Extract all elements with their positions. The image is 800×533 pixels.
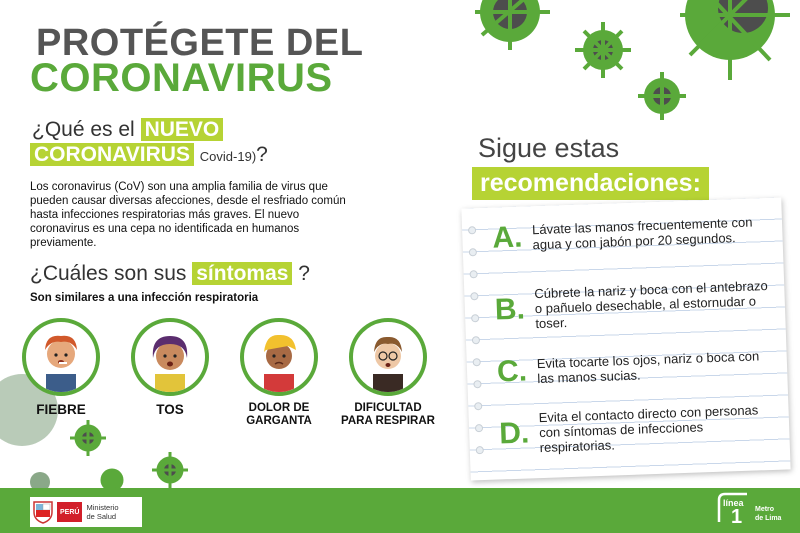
ministerio-line-2: de Salud (86, 512, 117, 521)
symptom-breathing-avatar (349, 318, 427, 396)
question-2-subtitle: Son similares a una infección respiratoria (30, 292, 259, 304)
fever-person-icon (26, 322, 96, 392)
recommendation-b-text: Cúbrete la nariz y boca con el antebrazo o pañuelo desechable, al estornudar o toser. (534, 278, 768, 332)
symptom-sore-throat-line-2: GARGANTA (246, 415, 312, 427)
symptom-fever-label: FIEBRE (36, 402, 86, 417)
title-line-1: PROTÉGETE DEL (36, 22, 364, 64)
de-lima-label: de Lima (755, 515, 782, 522)
recommendations-notepad (461, 197, 790, 480)
question-2 (30, 262, 310, 286)
coronavirus-description: Los coronavirus (CoV) son una amplia familia de virus que pueden causar diversas afecciones, desde el resfriado común hasta infecciones respiratorias más graves. El nuevo coronavirus es una cepa no identificada en humanos previamente. (30, 181, 346, 249)
symptom-sore-throat-avatar (240, 318, 318, 396)
question-1-highlight-2: CORONAVIRUS (30, 143, 194, 166)
symptom-breathing-line-2: PARA RESPIRAR (341, 415, 435, 427)
symptom-sore-throat-label (219, 402, 339, 428)
question-1-mark: ? (256, 143, 268, 166)
recommendation-c (496, 346, 777, 390)
virus-decoration-top-icon (460, 0, 800, 130)
question-1-prefix: ¿Qué es el (32, 118, 135, 141)
question-2-prefix: ¿Cuáles son sus (30, 262, 187, 285)
recommendation-d-letter: D. (498, 415, 530, 450)
breathing-difficulty-person-icon (353, 322, 423, 392)
linea-label: línea (723, 498, 744, 508)
symptom-cough-label: TOS (156, 402, 184, 417)
symptom-breathing-line-1: DIFICULTAD (354, 402, 422, 414)
ministerio-label (82, 503, 118, 521)
recommendation-a-text: Lávate las manos frecuentemente con agua y con jabón por 20 segundos. (531, 214, 753, 253)
question-1-covid: Covid-19) (199, 149, 257, 164)
peru-shield-icon (32, 500, 54, 524)
symptom-cough-avatar (131, 318, 209, 396)
recommendations-heading-highlight: recomendaciones: (472, 167, 709, 200)
ministerio-line-1: Ministerio (86, 503, 119, 512)
question-2-highlight: síntomas (192, 262, 292, 285)
question-1-line-1 (32, 118, 223, 142)
cough-person-icon (135, 322, 205, 392)
metro-label: Metro (755, 506, 775, 513)
title-line-2: CORONAVIRUS (30, 56, 333, 100)
peru-label: PERÚ (57, 502, 82, 522)
recommendation-a-letter: A. (491, 220, 523, 255)
recommendation-c-letter: C. (496, 354, 528, 389)
minsa-logo (30, 497, 142, 527)
symptom-sore-throat-line-1: DOLOR DE (248, 402, 310, 414)
recommendations-heading: Sigue estas (478, 133, 620, 163)
recommendation-d-text: Evita el contacto directo con personas con síntomas de infecciones respiratorias. (538, 402, 759, 456)
question-1-highlight-1: NUEVO (141, 118, 224, 141)
recommendation-d (498, 402, 779, 457)
question-2-mark: ? (298, 262, 310, 285)
recommendation-b-letter: B. (494, 292, 526, 327)
recommendation-a (492, 212, 773, 256)
symptom-breathing-label (328, 402, 448, 428)
recommendation-b (494, 278, 775, 333)
symptom-fever-avatar (22, 318, 100, 396)
question-1-line-2 (30, 143, 268, 167)
linea-number: 1 (731, 506, 743, 528)
recommendation-c-text: Evita tocarte los ojos, nariz o boca con las manos sucias. (536, 348, 760, 387)
sore-throat-person-icon (244, 322, 314, 392)
